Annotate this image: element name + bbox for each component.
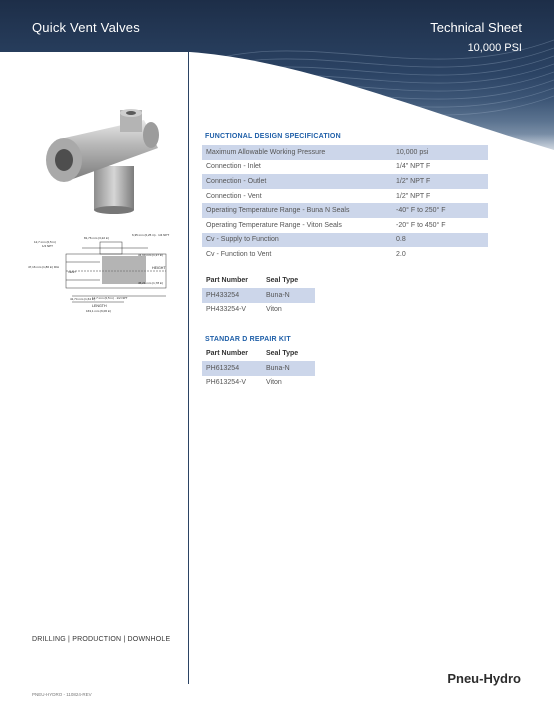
part-number-cell: PH613254-V [206, 379, 247, 387]
spec-section-title: FUNCTIONAL DESIGN SPECIFICATION [205, 133, 341, 140]
dim-vent-thread: 6,35 mm (0,25 in) · 1/4 NPT [132, 233, 170, 237]
valve-dimension-drawing [28, 228, 180, 318]
spec-label: Maximum Allowable Working Pressure [202, 145, 392, 160]
repair-kit-table [202, 350, 315, 390]
part-number-cell: PH613254 [202, 361, 262, 376]
sheet-type-title: Technical Sheet [430, 20, 522, 35]
dim-outlet-thread: 12,7 mm (0,5 in) · 1/2 NPT [92, 296, 128, 300]
dim-inlet-size: 12,7 mm (0,5 in) [34, 240, 56, 244]
spec-value: 10,000 psi [392, 145, 488, 160]
spec-label: Connection - Vent [206, 192, 262, 200]
document-code: PNEU-HYDRO - 110824-REV [32, 692, 92, 697]
seal-type-cell: Viton [266, 306, 282, 314]
spec-label: Connection - Inlet [206, 163, 261, 171]
seal-type-cell: Buna-N [262, 361, 315, 376]
part-number-table [202, 277, 315, 317]
spec-value: 1/4" NPT F [396, 163, 431, 171]
table-header-row [202, 350, 315, 361]
spec-label: Cv - Supply to Function [202, 233, 392, 248]
table-row [202, 203, 488, 218]
table-row [202, 189, 488, 204]
spec-label: Connection - Outlet [202, 174, 392, 189]
spec-label: Operating Temperature Range - Viton Seals [206, 221, 342, 229]
column-header-seal-type: Seal Type [266, 350, 299, 357]
dim-height-label: HEIGHT [152, 266, 166, 270]
column-divider [188, 52, 189, 684]
table-row [202, 160, 488, 175]
column-header-part-number: Part Number [206, 277, 249, 284]
table-row [202, 218, 488, 233]
industry-tagline: DRILLING | PRODUCTION | DOWNHOLE [32, 636, 171, 643]
table-header-row [202, 277, 315, 288]
table-row [202, 174, 488, 189]
company-logo: Pneu-Hydro [447, 671, 521, 686]
dim-length-value: 163,1 mm (6,06 in) [86, 309, 112, 313]
seal-type-cell: Buna-N [262, 288, 315, 303]
dim-overall-offset: 81,76 mm (3,22 in) [84, 236, 110, 240]
table-row [202, 376, 315, 391]
seal-type-cell: Viton [266, 379, 282, 387]
spec-label: Cv - Function to Vent [206, 250, 272, 258]
column-header-part-number: Part Number [206, 350, 249, 357]
valve-product-photo [36, 108, 166, 216]
spec-value: 0.8 [392, 233, 488, 248]
dim-bottom-left: 41,74 mm (1,64 in) [70, 297, 96, 301]
repair-kit-section-title: STANDAR D REPAIR KIT [205, 336, 291, 343]
table-row [202, 247, 488, 262]
dim-inlet-thread: 1/4 NPT [42, 244, 54, 248]
dim-length-label: LENGTH [92, 304, 107, 308]
dim-right-upper: 34,99 mm (1,37 in) [138, 253, 164, 257]
spec-table [202, 145, 488, 262]
spec-value: -40° F to 250° F [392, 203, 488, 218]
table-row [202, 303, 315, 318]
column-header-seal-type: Seal Type [266, 277, 299, 284]
table-row [202, 145, 488, 160]
table-row [202, 233, 488, 248]
part-number-cell: PH433254-V [206, 306, 247, 314]
dim-right-lower: 45,21 mm (1,78 in) [138, 281, 164, 285]
table-row [202, 288, 315, 303]
spec-label: Operating Temperature Range - Buna N Seals [202, 203, 392, 218]
part-number-cell: PH433254 [202, 288, 262, 303]
spec-value: 2.0 [396, 250, 406, 258]
dim-body-diameter: 47,16 mm (1,86 in) DIA [28, 265, 60, 269]
table-row [202, 361, 315, 376]
dim-vent-label: VENT [68, 270, 77, 274]
spec-value: 1/2" NPT F [392, 174, 488, 189]
pressure-rating-subtitle: 10,000 PSI [467, 42, 522, 54]
spec-value: -20° F to 450° F [396, 221, 446, 229]
page-category-title: Quick Vent Valves [32, 20, 140, 35]
spec-value: 1/2" NPT F [396, 192, 431, 200]
